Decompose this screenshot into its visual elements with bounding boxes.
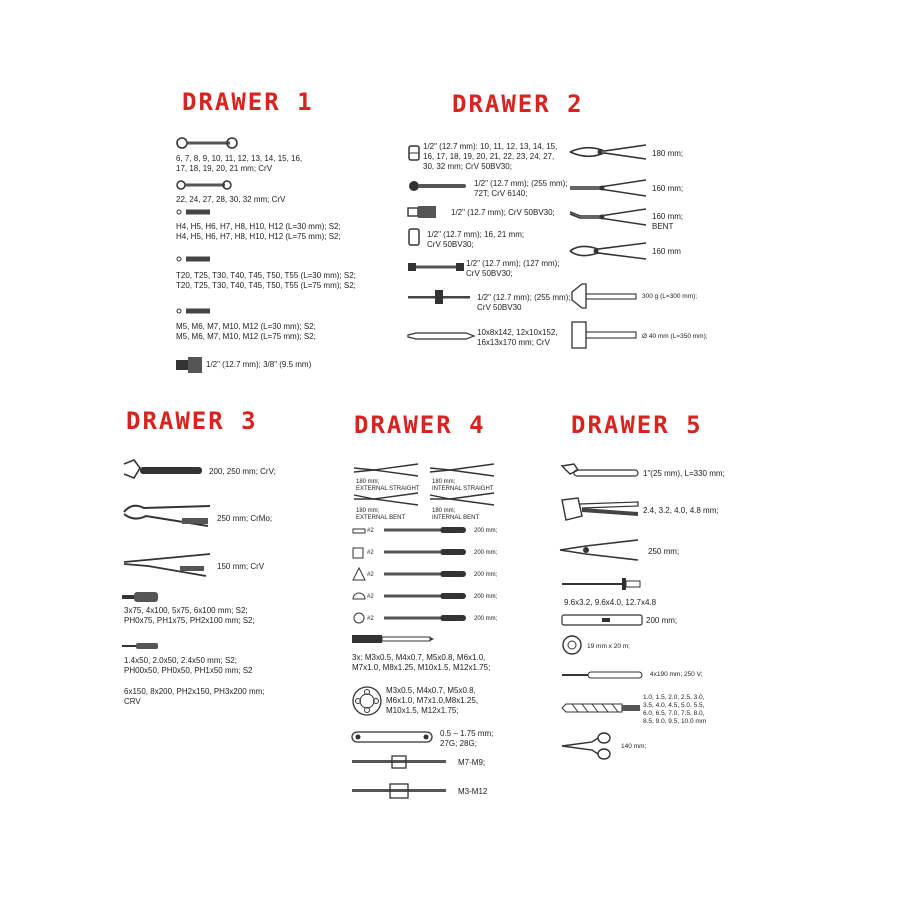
d4-file-grade: #2 xyxy=(367,594,374,600)
drawer-1-title: DRAWER 1 xyxy=(182,88,314,116)
tap-wrench-icon xyxy=(352,784,446,798)
adapter-icon xyxy=(176,357,202,373)
file-tool-icon xyxy=(384,527,466,533)
extension-bar-icon xyxy=(408,262,464,272)
d4-file-size: 200 mm; xyxy=(474,594,498,600)
d5-item-7: 1.0, 1.5, 2.0, 2.5, 3.0, 3.5, 4.0, 4.5, 5.0, 5.5, 6.0, 6.5, 7.0, 7.5, 8.0, 8.5, 9.0, 9.5, 10.0 mm xyxy=(643,694,707,725)
long-nose-pliers-icon xyxy=(570,178,646,198)
scissors-icon xyxy=(562,732,614,760)
d4-file-grade: #2 xyxy=(367,572,374,578)
drawer-5-title: DRAWER 5 xyxy=(571,411,703,439)
d2-left-0: 1/2" (12.7 mm): 10, 11, 12, 13, 14, 15, 16, 17, 18, 19, 20, 21, 22, 23, 24, 27, 30, 32 mm; CrV 50BV30; xyxy=(423,142,558,171)
tap-icon xyxy=(352,634,434,644)
ratchet-icon xyxy=(408,180,468,192)
d4-gauge: 0.5 – 1.75 mm; 27G; 28G; xyxy=(440,729,494,748)
d3-item-0: 200, 250 mm; CrV; xyxy=(209,467,276,476)
drawer-3-title: DRAWER 3 xyxy=(126,407,258,435)
wrench-icon xyxy=(176,137,238,149)
tap-wrench-icon xyxy=(352,756,446,768)
drawer-4-title: DRAWER 4 xyxy=(354,411,486,439)
d4-plier-3: 180 mm; INTERNAL BENT xyxy=(432,508,480,521)
d5-item-0: 1"(25 mm), L=330 mm; xyxy=(643,469,725,478)
d2-left-1: 1/2" (12.7 mm); (255 mm); 72T; CrV 6140; xyxy=(474,179,568,198)
d2-right-1: 160 mm; xyxy=(652,184,684,193)
d2-left-3: 1/2" (12.7 mm); 16, 21 mm; CrV 50BV30; xyxy=(427,230,525,249)
d3-item-3: 3x75, 4x100, 5x75, 6x100 mm; S2; PH0x75, PH1x75, PH2x100 mm; S2; xyxy=(124,606,255,625)
d1-item-3: T20, T25, T30, T40, T45, T50, T55 (L=30 mm); S2; T20, T25, T30, T40, T45, T50, T55 (L=75 mm); S2; xyxy=(176,271,356,290)
combination-pliers-icon xyxy=(570,142,646,162)
wrench-icon xyxy=(176,180,232,190)
d4-plier-1: 180 mm; INTERNAL STRAIGHT xyxy=(432,479,494,492)
d3-item-5: 6x150, 8x200, PH2x150, PH3x200 mm; CRV xyxy=(124,687,265,706)
aviation-snips-icon xyxy=(560,538,638,562)
d1-item-4: M5, M6, M7, M10, M12 (L=30 mm); S2; M5, M6, M7, M10, M12 (L=75 mm); S2; xyxy=(176,322,316,341)
deep-socket-icon xyxy=(408,228,420,246)
hammer-icon xyxy=(572,284,636,308)
d1-item-2: H4, H5, H6, H7, H8, H10, H12 (L=30 mm); S2; H4, H5, H6, H7, H8, H10, H12 (L=75 mm); S2; xyxy=(176,222,341,241)
half-round-file-icon xyxy=(352,591,366,601)
d4-file-size: 200 mm; xyxy=(474,572,498,578)
file-tool-icon xyxy=(384,549,466,555)
utility-knife-icon xyxy=(562,614,642,626)
voltage-tester-icon xyxy=(562,671,642,679)
chisel-icon xyxy=(408,332,474,340)
d3-item-1: 250 mm; CrMo; xyxy=(217,514,273,523)
flat-file-icon xyxy=(352,527,366,535)
bent-nose-pliers-icon xyxy=(570,206,646,228)
d4-plier-2: 180 mm; EXTERNAL BENT xyxy=(356,508,406,521)
drawer-2-title: DRAWER 2 xyxy=(452,90,584,118)
precision-screwdriver-icon xyxy=(122,642,160,650)
d4-dies: M3x0.5, M4x0.7, M5x0.8, M6x1.0, M7x1.0,M8x1.25, M10x1.5, M12x1.75; xyxy=(386,686,479,715)
spline-bit-icon xyxy=(176,307,212,315)
d2-left-6: 10x8x142, 12x10x152, 16x13x170 mm; CrV xyxy=(477,328,558,347)
d4-file-grade: #2 xyxy=(367,550,374,556)
d5-item-1: 2.4, 3.2, 4.0, 4.8 mm; xyxy=(643,506,719,515)
drill-bit-icon xyxy=(562,703,640,713)
d5-item-8: 140 mm; xyxy=(621,743,647,750)
thread-gauge-icon xyxy=(352,730,432,744)
d2-right-4: 300 g (L=300 mm); xyxy=(642,293,698,300)
universal-joint-icon xyxy=(408,206,438,218)
diagonal-cutter-icon xyxy=(570,240,646,262)
d4-file-grade: #2 xyxy=(367,616,374,622)
d4-file-size: 200 mm; xyxy=(474,616,498,622)
d5-item-4: 200 mm; xyxy=(646,616,678,625)
d2-left-2: 1/2" (12.7 mm); CrV 50BV30; xyxy=(451,208,555,217)
circlip-pliers-icon xyxy=(430,491,494,507)
adjustable-wrench-icon xyxy=(122,458,204,484)
d4-file-grade: #2 xyxy=(367,528,374,534)
torx-bit-icon xyxy=(176,255,212,263)
d2-right-5: Ø 40 mm (L=350 mm); xyxy=(642,333,708,340)
screwdriver-icon xyxy=(122,592,160,602)
file-tool-icon xyxy=(384,571,466,577)
mallet-icon xyxy=(572,322,636,348)
d2-right-0: 180 mm; xyxy=(652,149,684,158)
d1-item-0: 6, 7, 8, 9, 10, 11, 12, 13, 14, 15, 16, 17, 18, 19, 20, 21 mm; CrV xyxy=(176,154,303,173)
triangle-file-icon xyxy=(352,567,366,581)
die-icon xyxy=(352,686,382,716)
d1-item-1: 22, 24, 27, 28, 30, 32 mm; CrV xyxy=(176,195,286,204)
d5-item-6: 4x190 mm; 250 V; xyxy=(650,671,703,678)
square-file-icon xyxy=(352,547,364,559)
pipe-wrench-icon xyxy=(560,462,638,484)
hex-bit-icon xyxy=(176,208,212,216)
d5-item-5: 19 mm x 20 m; xyxy=(587,643,630,650)
circlip-pliers-icon xyxy=(354,491,418,507)
d1-item-5: 1/2" (12.7 mm); 3/8" (9.5 mm) xyxy=(206,360,312,369)
d3-item-2: 150 mm; CrV xyxy=(217,562,265,571)
d2-left-4: 1/2" (12.7 mm); (127 mm); CrV 50BV30; xyxy=(466,259,560,278)
d2-right-2: 160 mm; BENT xyxy=(652,212,684,231)
d3-item-4: 1.4x50, 2.0x50, 2.4x50 mm; S2; PH00x50, PH0x50, PH1x50 mm; S2 xyxy=(124,656,253,675)
d4-file-size: 200 mm; xyxy=(474,528,498,534)
socket-icon xyxy=(408,145,420,161)
rivet-icon xyxy=(562,578,642,590)
locking-pliers-small-icon xyxy=(122,550,210,582)
riveter-icon xyxy=(560,496,638,522)
d4-plier-0: 180 mm; EXTERNAL STRAIGHT xyxy=(356,479,420,492)
d4-file-size: 200 mm; xyxy=(474,550,498,556)
d5-item-2: 250 mm; xyxy=(648,547,680,556)
d5-item-3: 9.6x3.2, 9.6x4.0, 12.7x4.8 xyxy=(564,598,657,607)
t-bar-icon xyxy=(408,290,470,304)
d4-wrench-2: M3-M12 xyxy=(458,787,488,796)
circlip-pliers-icon xyxy=(354,462,418,478)
d2-left-5: 1/2" (12.7 mm); (255 mm); CrV 50BV30 xyxy=(477,293,571,312)
round-file-icon xyxy=(352,612,366,624)
d4-wrench-1: M7-M9; xyxy=(458,758,486,767)
d4-taps: 3x: M3x0.5, M4x0.7, M5x0.8, M6x1.0, M7x1.0, M8x1.25, M10x1.5, M12x1.75; xyxy=(352,653,491,672)
circlip-pliers-icon xyxy=(430,462,494,478)
locking-pliers-icon xyxy=(122,500,210,534)
file-tool-icon xyxy=(384,593,466,599)
tape-icon xyxy=(562,635,582,655)
d2-right-3: 160 mm xyxy=(652,247,681,256)
file-tool-icon xyxy=(384,615,466,621)
